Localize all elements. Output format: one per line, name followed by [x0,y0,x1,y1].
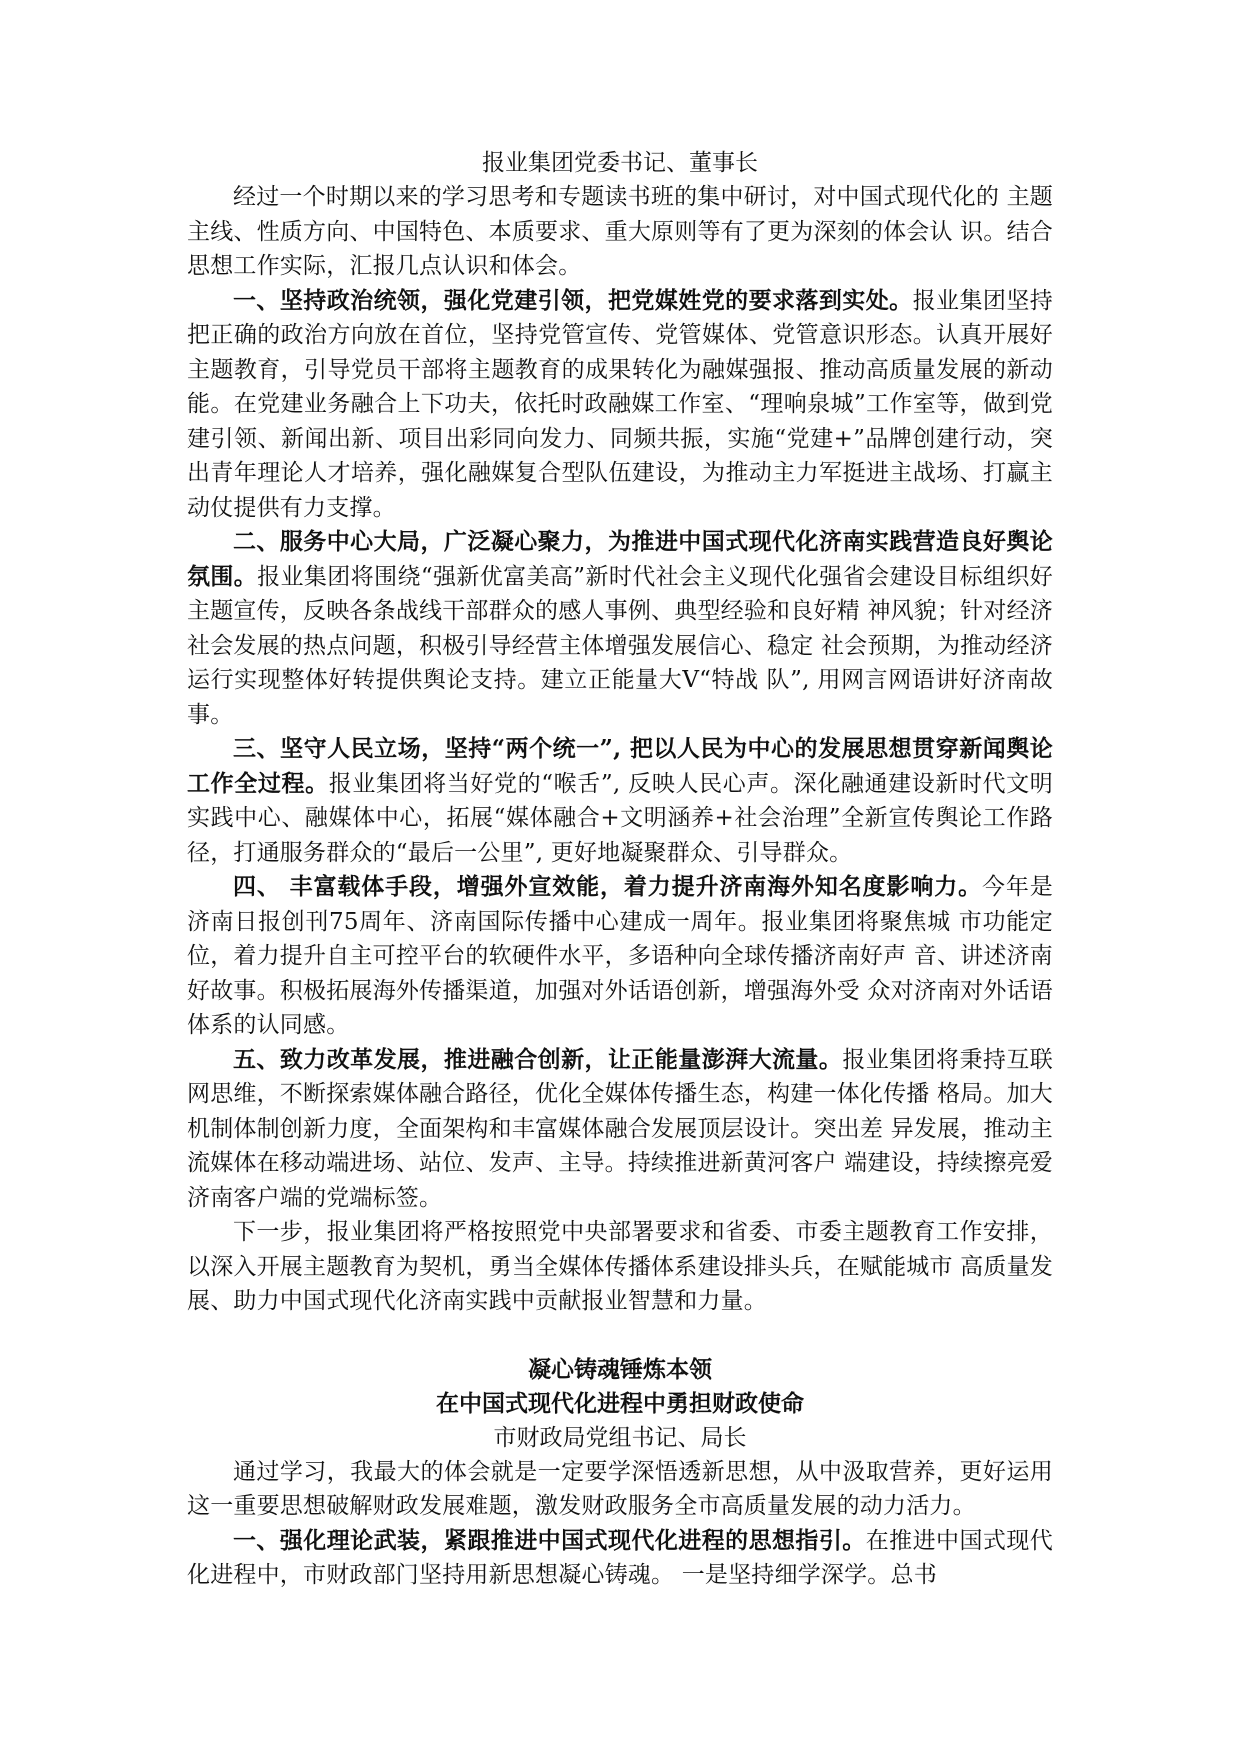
article1-point-1-heading: 一、坚持政治统领，强化党建引领，把党媒姓党的要求落到实处。 [233,286,913,314]
article1-point-1-body: 报业集团坚持把正确的政治方向放在首位，坚持党管宣传、党管媒体、党管意识形态。认真开展好主题教育，引导党员干部将主题教育的成果转化为融媒强报、推动高质量发展的新动能。在党建业务融合上下功夫，依托时政融媒工作室、“理响泉城”工作室等，做到党建引领、新闻出新、项目出彩同向发力、同频共振，实施“党建+”品牌创建行动，突出青年理论人才培养，强化融媒复合型队伍建设，为推动主力军挺进主战场、打赢主动仗提供有力支撑。 [187,287,1053,521]
section-spacer [187,1319,1053,1353]
article1-point-5 [187,1043,1053,1216]
article1-point-1 [187,284,1053,526]
article1-point-2 [187,525,1053,732]
article2-point-1-body: 在推进中国式现代化进程中，市财政部门坚持用新思想凝心铸魂。 一是坚持细学深学。总书 [187,1527,1053,1588]
article1-point-5-heading: 五、致力改革发展，推进融合创新，让正能量澎湃大流量。 [233,1045,843,1073]
article1-point-4 [187,870,1053,1043]
article1-point-2-body: 报业集团将围绕“强新优富美高”新时代社会主义现代化强省会建设目标组织好主题宣传，反映各条战线干部群众的感人事例、典型经验和良好精 神风貌；针对经济社会发展的热点问题，积极引导经营主体增强发展信心、稳定 社会预期，为推动经济运行实现整体好转提供舆论支持。建立正能量大V“特战 队”, 用网言网语讲好济南故事。 [187,563,1053,728]
article1-point-3-heading: 三、坚守人民立场，坚持“两个统一”, 把以人民为中心的发展思想贯穿新闻舆论工作全过程。 [187,735,1053,797]
article1-author-title: 报业集团党委书记、董事长 [482,150,758,176]
article1-closing: 下一步，报业集团将严格按照党中央部署要求和省委、市委主题教育工作安排，以深入开展主题教育为契机，勇当全媒体传播体系建设排头兵，在赋能城市 高质量发展、助力中国式现代化济南实践中贡献报业智慧和力量。 [187,1219,1053,1314]
article1-point-3 [187,732,1053,870]
article1-point-5-body: 报业集团将秉持互联网思维，不断探索媒体融合路径，优化全媒体传播生态，构建一体化传播 格局。加大机制体制创新力度，全面架构和丰富媒体融合发展顶层设计。突出差 异发展，推动主流媒体在移动端进场、站位、发声、主导。持续推进新黄河客户 端建设，持续擦亮爱济南客户端的党端标签。 [187,1046,1053,1211]
article2-author-title: 市财政局党组书记、局长 [493,1424,747,1451]
article2-point-1-heading: 一、强化理论武装，紧跟推进中国式现代化进程的思想指引。 [233,1526,866,1554]
article2-intro: 通过学习，我最大的体会就是一定要学深悟透新思想，从中汲取营养，更好运用这一重要思想破解财政发展难题，激发财政服务全市高质量发展的动力活力。 [187,1458,1053,1519]
article1-point-4-heading: 四、 丰富载体手段，增强外宣效能，着力提升济南海外知名度影响力。 [233,873,983,900]
article2-title-line1: 凝心铸魂锤炼本领 [528,1355,712,1383]
article1-point-4-body: 今年是济南日报创刊75周年、济南国际传播中心建成一周年。报业集团将聚焦城 市功能定位，着力提升自主可控平台的软硬件水平，多语种向全球传播济南好声 音、讲述济南好故事。积极拓展海外传播渠道，加强对外话语创新，增强海外受 众对济南对外话语体系的认同感。 [187,874,1053,1038]
article2-title-line2: 在中国式现代化进程中勇担财政使命 [436,1389,804,1417]
article2-point-1 [187,1524,1053,1593]
article1-point-3-body: 报业集团将当好党的“喉舌”, 反映人民心声。深化融通建设新时代文明实践中心、融媒体中心，拓展“媒体融合+文明涵养+社会治理”全新宣传舆论工作路径，打通服务群众的“最后一公里”, 更好地凝聚群众、引导群众。 [187,770,1053,866]
article1-intro: 经过一个时期以来的学习思考和专题读书班的集中研讨，对中国式现代化的 主题主线、性质方向、中国特色、本质要求、重大原则等有了更为深刻的体会认 识。结合思想工作实际，汇报几点认识和体会。 [187,184,1053,279]
article1-point-2-heading: 二、服务中心大局，广泛凝心聚力，为推进中国式现代化济南实践营造良好舆论氛围。 [187,528,1053,590]
document-content [187,146,1053,1593]
